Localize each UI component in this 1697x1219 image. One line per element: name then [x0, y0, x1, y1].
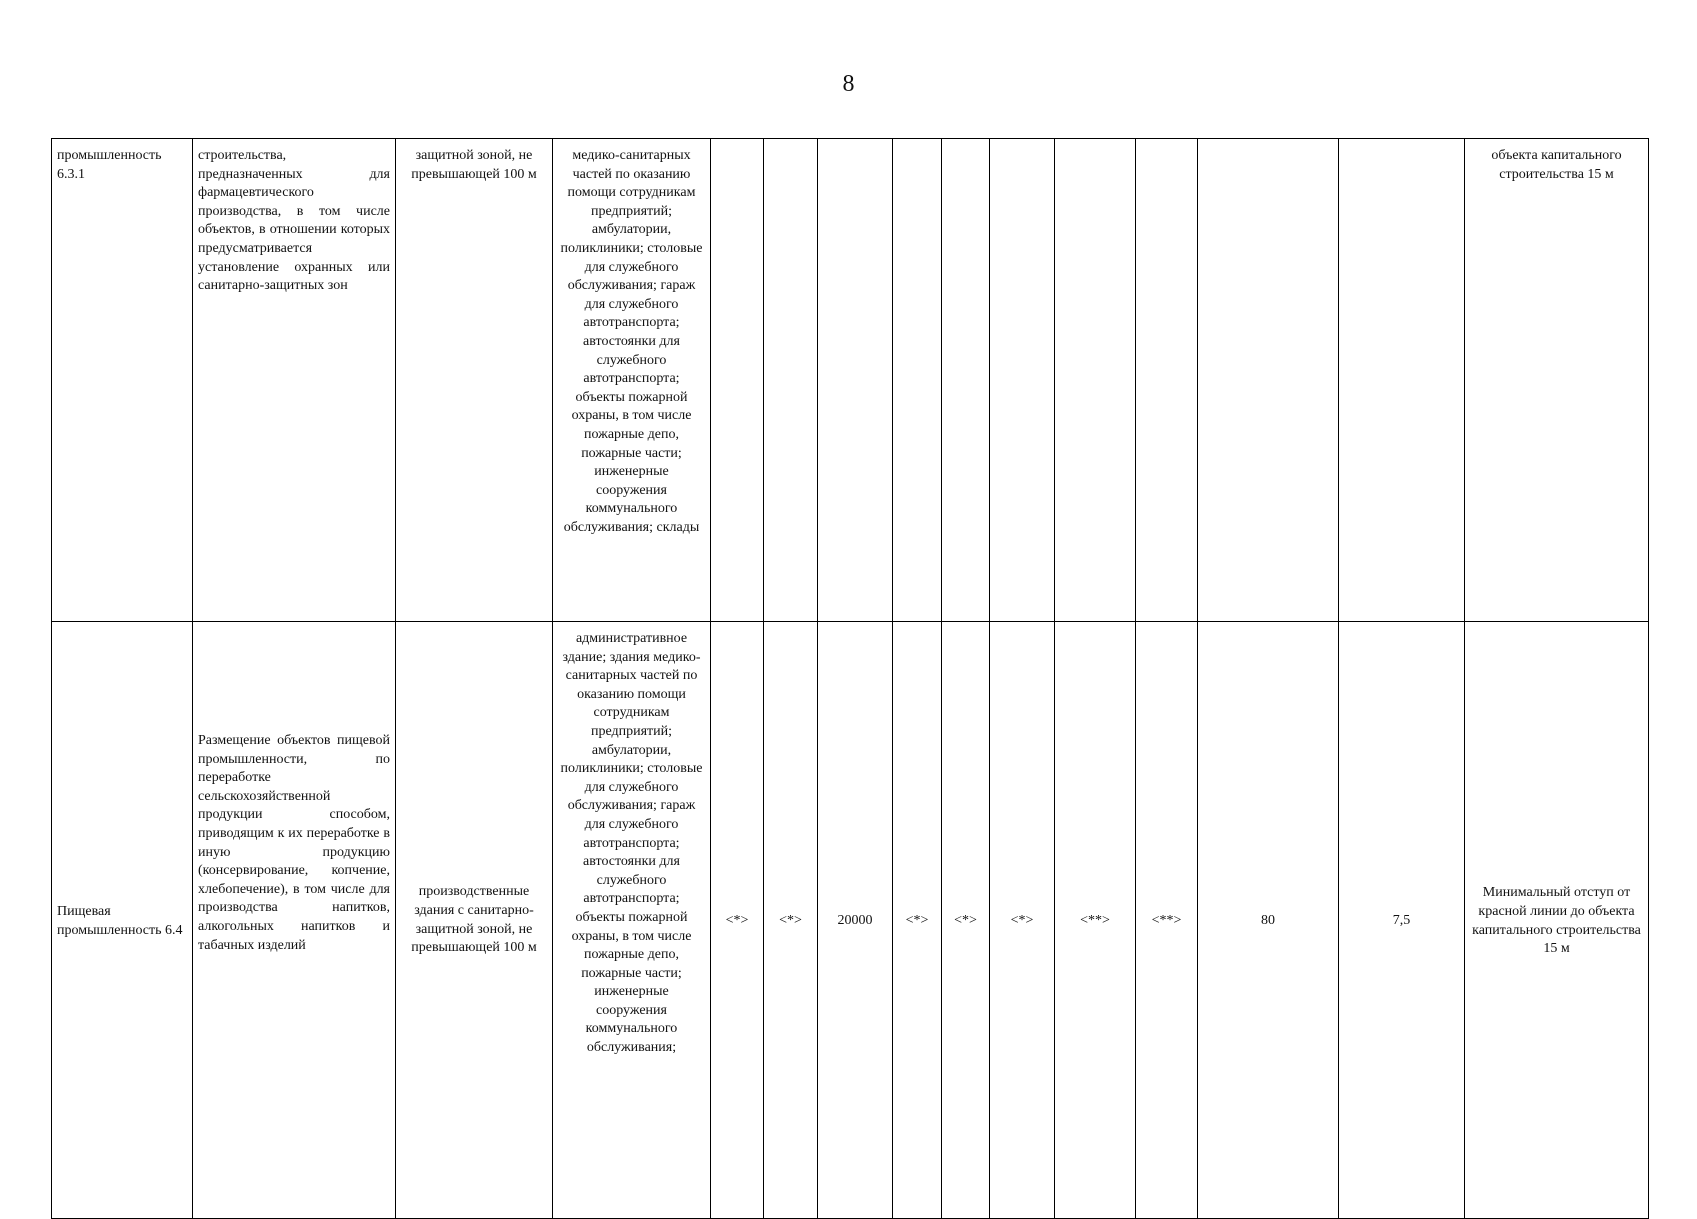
param-cell: [711, 139, 764, 622]
param-cell: 20000: [818, 622, 893, 1219]
table-row: [52, 622, 1649, 1219]
param-cell: <*>: [942, 622, 990, 1219]
param-cell: <*>: [990, 622, 1055, 1219]
zone-name-cell: Пищевая промышленность 6.4: [52, 622, 193, 1219]
param-cell: [1136, 139, 1198, 622]
description-cell: Размещение объектов пищевой промышленности, по переработке сельскохозяйственной продукции способом, приводящим к их переработке в иную продукцию (консервирование, копчение, хлебопечение), в том числе для производства напитков, алкогольных напитков и табачных изделий: [193, 622, 396, 1219]
notes-cell: Минимальный отступ от красной линии до объекта капитального строительства 15 м: [1465, 622, 1649, 1219]
main-objects-cell: защитной зоной, не превышающей 100 м: [396, 139, 553, 622]
param-cell: 7,5: [1339, 622, 1465, 1219]
param-cell: [942, 139, 990, 622]
auxiliary-objects-cell: административное здание; здания медико-санитарных частей по оказанию помощи сотрудникам предприятий; амбулатории, поликлиники; столовые для служебного обслуживания; гараж для служебного автотранспорта; автостоянки для служебного автотранспорта; объекты пожарной охраны, в том числе пожарные депо, пожарные части; инженерные сооружения коммунального обслуживания;: [553, 622, 711, 1219]
land-use-regulations-table: [51, 138, 1649, 1219]
param-cell: [1055, 139, 1136, 622]
auxiliary-objects-cell: медико-санитарных частей по оказанию помощи сотрудникам предприятий; амбулатории, поликлиники; столовые для служебного обслуживания; гараж для служебного автотранспорта; автостоянки для служебного автотранспорта; объекты пожарной охраны, в том числе пожарные депо, пожарные части; инженерные сооружения коммунального обслуживания; склады: [553, 139, 711, 622]
table-row: [52, 139, 1649, 622]
param-cell: [990, 139, 1055, 622]
notes-cell: объекта капитального строительства 15 м: [1465, 139, 1649, 622]
param-cell: [764, 139, 818, 622]
param-cell: [1339, 139, 1465, 622]
zone-name-cell: промышленность 6.3.1: [52, 139, 193, 622]
page-number: 8: [842, 71, 855, 97]
param-cell: [818, 139, 893, 622]
param-cell: 80: [1198, 622, 1339, 1219]
param-cell: <**>: [1136, 622, 1198, 1219]
param-cell: [893, 139, 942, 622]
param-cell: [1198, 139, 1339, 622]
param-cell: <*>: [893, 622, 942, 1219]
param-cell: <**>: [1055, 622, 1136, 1219]
param-cell: <*>: [764, 622, 818, 1219]
main-objects-cell: производственные здания с санитарно-защитной зоной, не превышающей 100 м: [396, 622, 553, 1219]
param-cell: <*>: [711, 622, 764, 1219]
description-cell: строительства, предназначенных для фармацевтического производства, в том числе объектов, в отношении которых предусматривается установление охранных или санитарно-защитных зон: [193, 139, 396, 622]
